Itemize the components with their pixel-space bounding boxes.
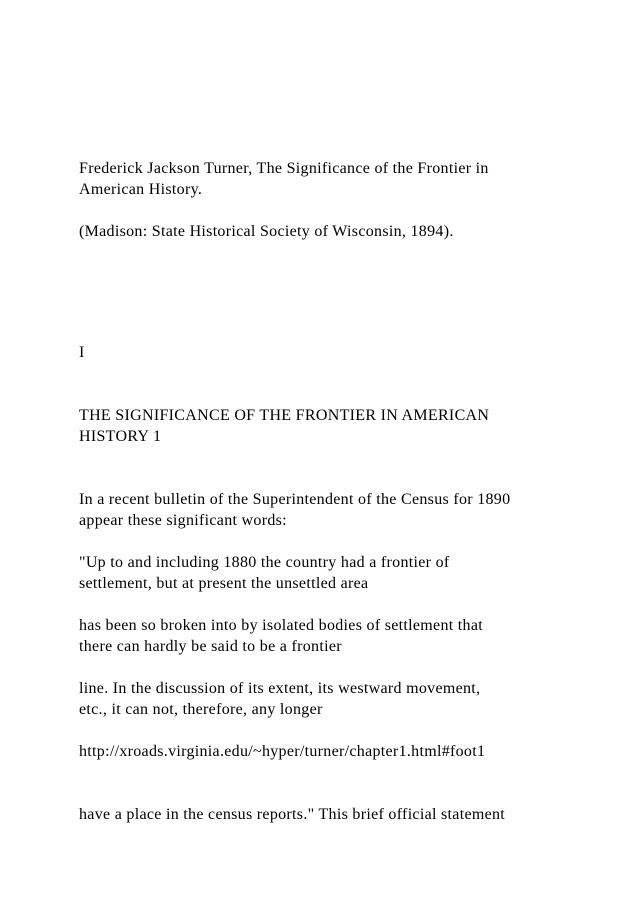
quote-3-line-2: etc., it can not, therefore, any longer <box>79 701 323 718</box>
footnote-link[interactable]: http://xroads.virginia.edu/~hyper/turner/chapter1.html#foot1 <box>79 743 486 760</box>
quote-1-line-2: settlement, but at present the unsettled area <box>79 575 369 592</box>
chapter-title-line-2: HISTORY 1 <box>79 428 162 445</box>
quote-1-line-1: "Up to and including 1880 the country had a frontier of <box>79 554 450 571</box>
chapter-title-line-1: THE SIGNIFICANCE OF THE FRONTIER IN AMERICAN <box>79 407 490 424</box>
paragraph-1-line-1: In a recent bulletin of the Superintendent of the Census for 1890 <box>79 491 511 508</box>
publisher-line: (Madison: State Historical Society of Wisconsin, 1894). <box>79 223 454 240</box>
paragraph-1-line-2: appear these significant words: <box>79 512 287 529</box>
final-paragraph-line: have a place in the census reports." This brief official statement <box>79 806 506 823</box>
quote-2-line-1: has been so broken into by isolated bodies of settlement that <box>79 617 483 634</box>
chapter-numeral: I <box>79 344 85 361</box>
citation-line-2: American History. <box>79 181 203 198</box>
quote-2-line-2: there can hardly be said to be a frontier <box>79 638 342 655</box>
quote-3-line-1: line. In the discussion of its extent, its westward movement, <box>79 680 481 697</box>
citation-line-1: Frederick Jackson Turner, The Significance of the Frontier in <box>79 160 489 177</box>
